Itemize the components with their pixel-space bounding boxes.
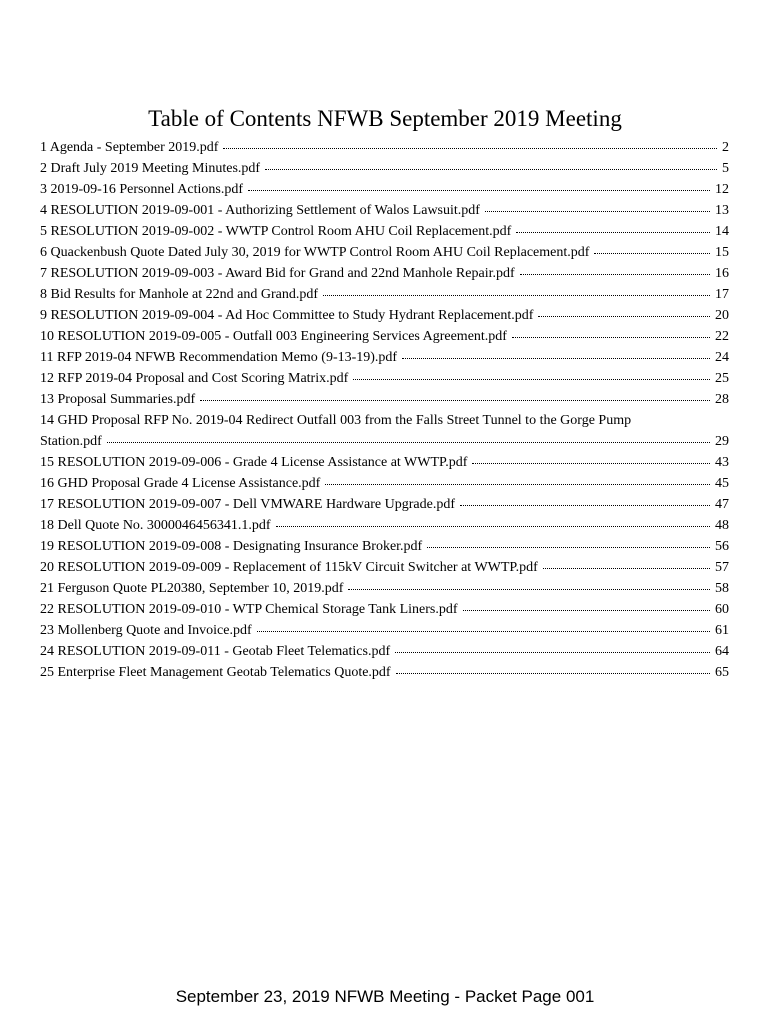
toc-entry-page-number: 25 bbox=[715, 371, 729, 386]
toc-entry-page-number: 17 bbox=[715, 287, 729, 302]
toc-entry[interactable] bbox=[40, 452, 729, 473]
dot-leader bbox=[427, 546, 710, 548]
toc-entry[interactable] bbox=[40, 599, 729, 620]
toc-entry[interactable] bbox=[40, 158, 729, 179]
toc-entry-page-number: 48 bbox=[715, 518, 729, 533]
toc-entry-page-number: 16 bbox=[715, 266, 729, 281]
toc-entry-title: 24 RESOLUTION 2019-09-011 - Geotab Fleet Telematics.pdf bbox=[40, 644, 391, 659]
toc-entry-title: 8 Bid Results for Manhole at 22nd and Grand.pdf bbox=[40, 287, 319, 302]
toc-entry[interactable] bbox=[40, 578, 729, 599]
toc-entry[interactable] bbox=[40, 641, 729, 662]
toc-entry-page-number: 29 bbox=[715, 434, 729, 449]
toc-entry-title: 2 Draft July 2019 Meeting Minutes.pdf bbox=[40, 161, 261, 176]
toc-entry-page-number: 47 bbox=[715, 497, 729, 512]
toc-entry-page-number: 43 bbox=[715, 455, 729, 470]
toc-entry-title: Station.pdf bbox=[40, 434, 102, 449]
toc-entry-title: 21 Ferguson Quote PL20380, September 10, 2019.pdf bbox=[40, 581, 344, 596]
toc-entry-page-number: 22 bbox=[715, 329, 729, 344]
page-title: Table of Contents NFWB September 2019 Meeting bbox=[148, 106, 622, 131]
toc-entry[interactable] bbox=[40, 326, 729, 347]
toc-entry-page-number: 61 bbox=[715, 623, 729, 638]
dot-leader bbox=[463, 609, 710, 611]
toc-entry-title: 16 GHD Proposal Grade 4 License Assistance.pdf bbox=[40, 476, 321, 491]
toc-entry[interactable] bbox=[40, 515, 729, 536]
dot-leader bbox=[353, 378, 710, 380]
toc-entry-page-number: 64 bbox=[715, 644, 729, 659]
toc-entry-title: 18 Dell Quote No. 3000046456341.1.pdf bbox=[40, 518, 271, 533]
toc-entry-title-line: 14 GHD Proposal RFP No. 2019-04 Redirect Outfall 003 from the Falls Street Tunnel to the Gorge Pump bbox=[40, 413, 632, 428]
toc-entry-page-number: 2 bbox=[722, 140, 729, 155]
toc-entry-page-number: 45 bbox=[715, 476, 729, 491]
toc-entry-title: 9 RESOLUTION 2019-09-004 - Ad Hoc Committee to Study Hydrant Replacement.pdf bbox=[40, 308, 534, 323]
dot-leader bbox=[395, 651, 710, 653]
toc-entry-title: 20 RESOLUTION 2019-09-009 - Replacement of 115kV Circuit Switcher at WWTP.pdf bbox=[40, 560, 538, 575]
toc-entry[interactable] bbox=[40, 137, 729, 158]
toc-entry-page-number: 65 bbox=[715, 665, 729, 680]
dot-leader bbox=[460, 504, 710, 506]
toc-entry-page-number: 24 bbox=[715, 350, 729, 365]
toc-entry[interactable] bbox=[40, 305, 729, 326]
dot-leader bbox=[323, 294, 710, 296]
dot-leader bbox=[396, 672, 710, 674]
dot-leader bbox=[594, 252, 710, 254]
toc-entry-page-number: 13 bbox=[715, 203, 729, 218]
toc-entry[interactable] bbox=[40, 620, 729, 641]
toc-entry[interactable] bbox=[40, 410, 729, 452]
toc-entry-title: 15 RESOLUTION 2019-09-006 - Grade 4 License Assistance at WWTP.pdf bbox=[40, 455, 468, 470]
dot-leader bbox=[107, 441, 710, 443]
toc-entry-title: 10 RESOLUTION 2019-09-005 - Outfall 003 Engineering Services Agreement.pdf bbox=[40, 329, 507, 344]
dot-leader bbox=[538, 315, 710, 317]
toc-entry-title: 13 Proposal Summaries.pdf bbox=[40, 392, 196, 407]
toc-entry-page-number: 58 bbox=[715, 581, 729, 596]
toc-entry-title: 17 RESOLUTION 2019-09-007 - Dell VMWARE Hardware Upgrade.pdf bbox=[40, 497, 455, 512]
toc-entry-title: 12 RFP 2019-04 Proposal and Cost Scoring Matrix.pdf bbox=[40, 371, 349, 386]
toc-entry[interactable] bbox=[40, 179, 729, 200]
toc-entry[interactable] bbox=[40, 662, 729, 683]
dot-leader bbox=[520, 273, 710, 275]
toc-entry[interactable] bbox=[40, 284, 729, 305]
toc-entry[interactable] bbox=[40, 200, 729, 221]
toc-entry-title: 3 2019-09-16 Personnel Actions.pdf bbox=[40, 182, 243, 197]
toc-entry[interactable] bbox=[40, 263, 729, 284]
table-of-contents bbox=[40, 137, 729, 683]
dot-leader bbox=[485, 210, 710, 212]
toc-entry-page-number: 56 bbox=[715, 539, 729, 554]
toc-entry-title: 22 RESOLUTION 2019-09-010 - WTP Chemical Storage Tank Liners.pdf bbox=[40, 602, 458, 617]
toc-entry-title: 6 Quackenbush Quote Dated July 30, 2019 for WWTP Control Room AHU Coil Replacement.pdf bbox=[40, 245, 590, 260]
dot-leader bbox=[472, 462, 710, 464]
toc-entry-page-number: 14 bbox=[715, 224, 729, 239]
toc-entry[interactable] bbox=[40, 473, 729, 494]
toc-entry[interactable] bbox=[40, 557, 729, 578]
dot-leader bbox=[248, 189, 710, 191]
toc-entry-title: 23 Mollenberg Quote and Invoice.pdf bbox=[40, 623, 252, 638]
dot-leader bbox=[265, 168, 717, 170]
toc-entry[interactable] bbox=[40, 494, 729, 515]
dot-leader bbox=[512, 336, 710, 338]
toc-entry-page-number: 57 bbox=[715, 560, 729, 575]
toc-entry[interactable] bbox=[40, 221, 729, 242]
dot-leader bbox=[200, 399, 710, 401]
toc-entry-page-number: 12 bbox=[715, 182, 729, 197]
toc-entry[interactable] bbox=[40, 389, 729, 410]
toc-entry-title: 5 RESOLUTION 2019-09-002 - WWTP Control Room AHU Coil Replacement.pdf bbox=[40, 224, 512, 239]
dot-leader bbox=[257, 630, 710, 632]
toc-entry-page-number: 15 bbox=[715, 245, 729, 260]
page-footer: September 23, 2019 NFWB Meeting - Packet Page 001 bbox=[175, 987, 595, 1006]
toc-entry[interactable] bbox=[40, 536, 729, 557]
toc-entry-page-number: 20 bbox=[715, 308, 729, 323]
toc-entry-title: 1 Agenda - September 2019.pdf bbox=[40, 140, 219, 155]
toc-entry-title: 19 RESOLUTION 2019-09-008 - Designating Insurance Broker.pdf bbox=[40, 539, 423, 554]
dot-leader bbox=[348, 588, 710, 590]
dot-leader bbox=[516, 231, 710, 233]
toc-entry-title: 25 Enterprise Fleet Management Geotab Telematics Quote.pdf bbox=[40, 665, 391, 680]
dot-leader bbox=[402, 357, 710, 359]
toc-entry-page-number: 5 bbox=[722, 161, 729, 176]
toc-entry[interactable] bbox=[40, 347, 729, 368]
toc-entry[interactable] bbox=[40, 368, 729, 389]
toc-entry-page-number: 28 bbox=[715, 392, 729, 407]
toc-entry-title: 4 RESOLUTION 2019-09-001 - Authorizing Settlement of Walos Lawsuit.pdf bbox=[40, 203, 480, 218]
toc-entry-page-number: 60 bbox=[715, 602, 729, 617]
dot-leader bbox=[543, 567, 710, 569]
toc-entry-title: 11 RFP 2019-04 NFWB Recommendation Memo (9-13-19).pdf bbox=[40, 350, 398, 365]
dot-leader bbox=[276, 525, 710, 527]
toc-entry[interactable] bbox=[40, 242, 729, 263]
toc-entry-title: 7 RESOLUTION 2019-09-003 - Award Bid for Grand and 22nd Manhole Repair.pdf bbox=[40, 266, 515, 281]
dot-leader bbox=[223, 147, 717, 149]
dot-leader bbox=[325, 483, 710, 485]
